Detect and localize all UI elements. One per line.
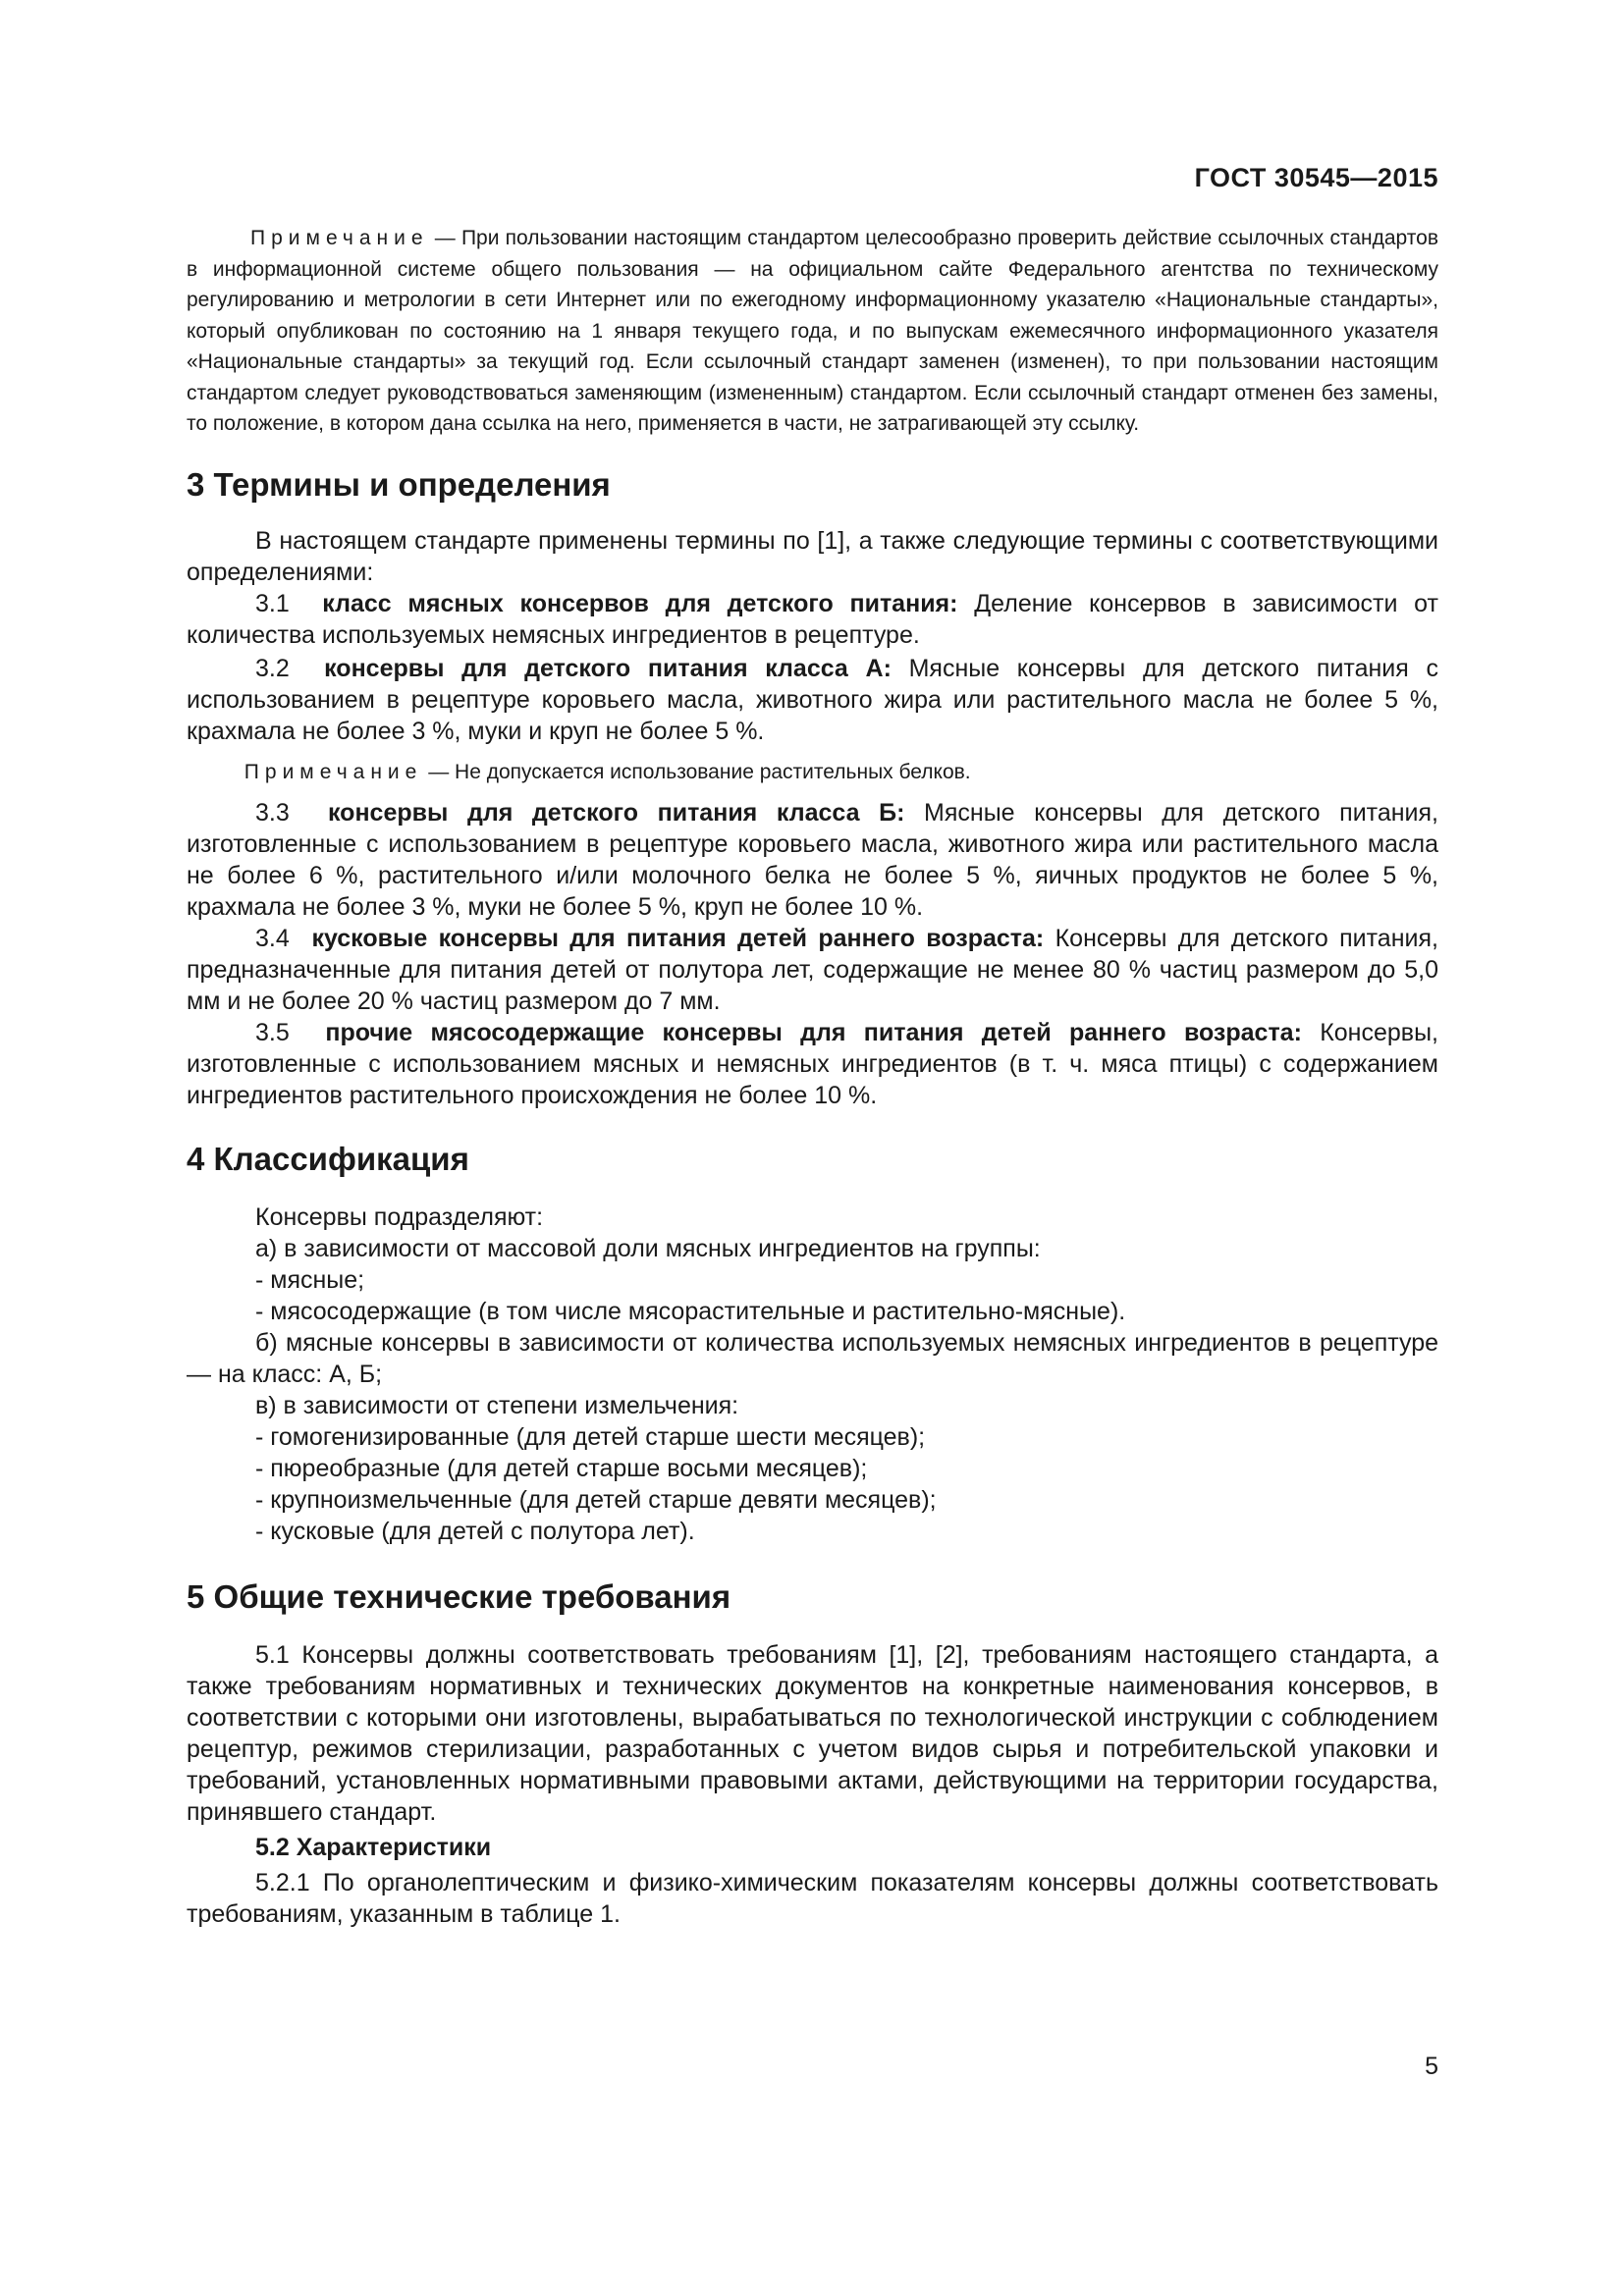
term-3-3 xyxy=(187,797,1438,923)
term-title: класс мясных консервов для детского питания: xyxy=(322,589,958,617)
list-item: - кусковые (для детей с полутора лет). xyxy=(255,1518,695,1545)
note-text: — При пользовании настоящим стандартом целесообразно проверить действие ссылочных стандартов в информационной системе общего пользования — на официальном сайте Федерального агентства по техническому регулированию и метрологии в сети Интернет или по ежегодному информационному указателю «Национальные стандарты», который опубликован по состоянию на 1 января текущего года, и по выпускам ежемесячного информационного указателя «Национальные стандарты» за текущий год. Если ссылочный стандарт заменен (изменен), то при пользовании настоящим стандартом следует руководствоваться заменяющим (измененным) стандартом. Если ссылочный стандарт отменен без замены, то положение, в котором дана ссылка на него, применяется в части, не затрагивающей эту ссылку. xyxy=(187,227,1438,435)
list-item: - мясосодержащие (в том числе мясорастительные и растительно-мясные). xyxy=(255,1298,1126,1325)
class-b: б) мясные консервы в зависимости от количества используемых немясных ингредиентов в рецептуре — на класс: А, Б; xyxy=(187,1329,1438,1388)
term-title: прочие мясосодержащие консервы для питания детей раннего возраста: xyxy=(325,1019,1302,1046)
term-definition: Мясные консервы для детского питания, изготовленные с использованием в рецептуре коровьего масла, животного жира или растительного масла не более 6 %, растительного и/или молочного белка не более 5 %, яичных продуктов не более 5 %, крахмала не более 3 %, муки не более 5 %, круп не более 10 %. xyxy=(187,799,1438,921)
term-definition: Деление консервов в зависимости от количества используемых немясных ингредиентов в рецептуре. xyxy=(187,589,1438,649)
section-5-heading: 5 Общие технические требования xyxy=(187,1578,731,1615)
term-title: консервы для детского питания класса Б: xyxy=(328,799,905,827)
class-a: а) в зависимости от массовой доли мясных ингредиентов на группы: xyxy=(255,1235,1041,1262)
note-proteins xyxy=(187,757,1438,788)
term-3-4 xyxy=(187,923,1438,1017)
section-4-heading: 4 Классификация xyxy=(187,1141,469,1177)
note-label: Примечание xyxy=(243,760,423,783)
term-3-2 xyxy=(187,653,1438,747)
section-3-heading: 3 Термины и определения xyxy=(187,465,611,503)
term-title: кусковые консервы для питания детей раннего возраста: xyxy=(311,925,1045,952)
class-v: в) в зависимости от степени измельчения: xyxy=(255,1392,739,1419)
list-item: - мясные; xyxy=(255,1266,365,1294)
term-number: 3.2 xyxy=(255,654,290,682)
term-definition: Консервы, изготовленные с использованием мясных и немясных ингредиентов (в т. ч. мяса птицы) с содержанием ингредиентов растительного происхождения не более 10 %. xyxy=(187,1019,1438,1109)
paragraph-5-1: 5.1 Консервы должны соответствовать требованиям [1], [2], требованиям настоящего стандарта, а также требованиям нормативных и технических документов на конкретные наименования консервов, в соответствии с которыми они изготовлены, вырабатываться по технологической инструкции с соблюдением рецептур, режимов стерилизации, разработанных с учетом видов сырья и потребительской упаковки и требований, установленных нормативными правовыми актами, действующими на территории государства, принявшего стандарт. xyxy=(187,1641,1438,1826)
page-number: 5 xyxy=(1425,2053,1438,2080)
list-item: - крупноизмельченные (для детей старше девяти месяцев); xyxy=(255,1486,937,1514)
term-number: 3.1 xyxy=(255,589,290,617)
list-item: - гомогенизированные (для детей старше шести месяцев); xyxy=(255,1423,926,1451)
term-title: консервы для детского питания класса А: xyxy=(324,654,892,682)
term-3-5 xyxy=(187,1017,1438,1111)
note-label: Примечание xyxy=(250,227,429,249)
section-4-intro: Консервы подразделяют: xyxy=(255,1203,544,1231)
note-references xyxy=(187,223,1438,440)
term-definition: Консервы для детского питания, предназначенные для питания детей от полутора лет, содержащие не менее 80 % частиц размером до 5,0 мм и не более 20 % частиц размером до 7 мм. xyxy=(187,925,1438,1015)
subsection-5-2-heading: 5.2 Характеристики xyxy=(255,1834,492,1861)
document-id: ГОСТ 30545—2015 xyxy=(1194,163,1438,192)
term-number: 3.5 xyxy=(255,1019,290,1046)
note-text: — Не допускается использование растительных белков. xyxy=(422,760,971,783)
term-number: 3.4 xyxy=(255,925,290,952)
section-3-intro: В настоящем стандарте применены термины по [1], а также следующие термины с соответствующими определениями: xyxy=(187,526,1438,586)
term-3-1 xyxy=(187,588,1438,651)
term-number: 3.3 xyxy=(255,799,290,827)
list-item: - пюреобразные (для детей старше восьми месяцев); xyxy=(255,1455,868,1482)
term-definition: Мясные консервы для детского питания с использованием в рецептуре коровьего масла, животного жира или растительного масла не более 5 %, крахмала не более 3 %, муки и круп не более 5 %. xyxy=(187,654,1438,745)
paragraph-5-2-1: 5.2.1 По органолептическим и физико-химическим показателям консервы должны соответствовать требованиям, указанным в таблице 1. xyxy=(187,1869,1438,1928)
page-content xyxy=(187,223,1438,1930)
